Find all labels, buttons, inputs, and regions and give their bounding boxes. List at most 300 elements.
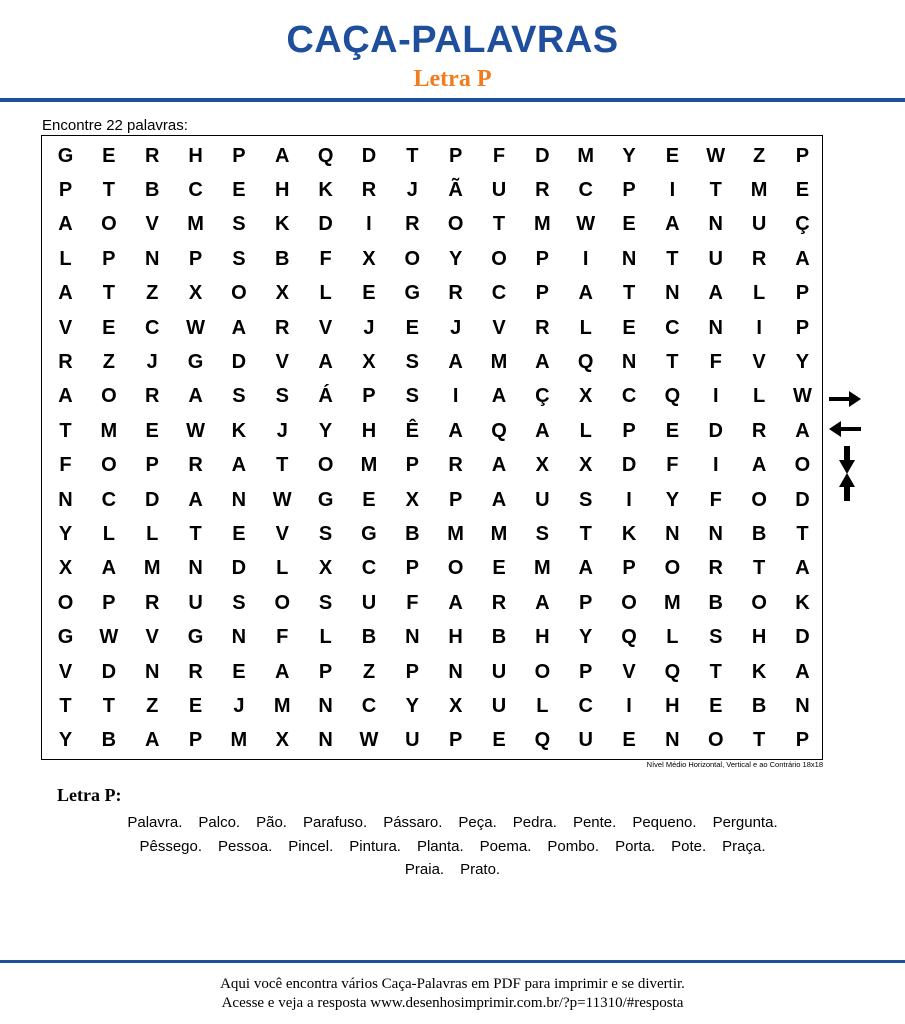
- grid-letter[interactable]: Ã: [448, 178, 463, 201]
- grid-letter[interactable]: Q: [317, 144, 334, 167]
- grid-letter[interactable]: C: [665, 316, 680, 339]
- grid-letter[interactable]: B: [101, 729, 117, 752]
- grid-letter[interactable]: Q: [577, 350, 594, 373]
- grid-letter[interactable]: K: [751, 660, 767, 683]
- grid-letter[interactable]: E: [492, 557, 506, 580]
- grid-letter[interactable]: W: [576, 213, 596, 236]
- grid-letter[interactable]: U: [188, 591, 203, 614]
- grid-letter[interactable]: B: [491, 626, 507, 649]
- grid-letter[interactable]: D: [101, 660, 117, 683]
- grid-letter[interactable]: E: [492, 729, 506, 752]
- grid-letter[interactable]: W: [272, 488, 292, 511]
- grid-letter[interactable]: F: [709, 350, 722, 373]
- grid-letter[interactable]: P: [405, 454, 419, 477]
- grid-letter[interactable]: X: [275, 729, 289, 752]
- grid-letter[interactable]: E: [362, 488, 376, 511]
- grid-letter[interactable]: W: [359, 729, 379, 752]
- grid-letter[interactable]: N: [188, 557, 203, 580]
- grid-letter[interactable]: T: [709, 660, 722, 683]
- grid-letter[interactable]: J: [450, 316, 462, 339]
- grid-letter[interactable]: N: [708, 213, 723, 236]
- grid-letter[interactable]: M: [490, 350, 508, 373]
- grid-letter[interactable]: C: [621, 385, 637, 408]
- grid-letter[interactable]: F: [709, 488, 722, 511]
- grid-letter[interactable]: V: [145, 213, 159, 236]
- grid-letter[interactable]: H: [188, 144, 203, 167]
- grid-letter[interactable]: H: [665, 694, 680, 717]
- grid-letter[interactable]: K: [318, 178, 333, 201]
- grid-letter[interactable]: A: [751, 454, 767, 477]
- grid-letter[interactable]: O: [794, 454, 811, 477]
- grid-letter[interactable]: T: [622, 282, 636, 305]
- grid-letter[interactable]: D: [708, 419, 723, 442]
- grid-letter[interactable]: D: [361, 144, 377, 167]
- grid-letter[interactable]: L: [752, 385, 766, 408]
- grid-letter[interactable]: G: [361, 522, 377, 545]
- grid-letter[interactable]: N: [621, 350, 637, 373]
- grid-letter[interactable]: R: [188, 454, 203, 477]
- grid-letter[interactable]: F: [492, 144, 506, 167]
- grid-letter[interactable]: E: [622, 213, 636, 236]
- grid-letter[interactable]: L: [536, 694, 549, 717]
- grid-letter[interactable]: P: [622, 419, 636, 442]
- grid-letter[interactable]: E: [622, 316, 636, 339]
- grid-letter[interactable]: G: [57, 144, 74, 167]
- grid-letter[interactable]: G: [57, 626, 74, 649]
- grid-letter[interactable]: A: [795, 557, 810, 580]
- grid-letter[interactable]: P: [795, 144, 810, 167]
- grid-letter[interactable]: H: [448, 626, 463, 649]
- grid-letter[interactable]: B: [275, 247, 290, 270]
- grid-letter[interactable]: B: [708, 591, 723, 614]
- grid-letter[interactable]: Y: [318, 419, 333, 442]
- grid-letter[interactable]: X: [448, 694, 463, 717]
- grid-letter[interactable]: A: [795, 419, 810, 442]
- grid-letter[interactable]: A: [708, 282, 723, 305]
- grid-letter[interactable]: M: [100, 419, 118, 442]
- grid-letter[interactable]: E: [795, 178, 810, 201]
- grid-letter[interactable]: Q: [491, 419, 507, 442]
- grid-letter[interactable]: A: [101, 557, 117, 580]
- grid-letter[interactable]: F: [319, 247, 332, 270]
- grid-letter[interactable]: X: [188, 282, 203, 305]
- grid-letter[interactable]: V: [58, 316, 73, 339]
- grid-letter[interactable]: Z: [102, 350, 115, 373]
- grid-letter[interactable]: V: [145, 626, 159, 649]
- grid-letter[interactable]: A: [275, 660, 290, 683]
- grid-letter[interactable]: M: [750, 178, 768, 201]
- grid-letter[interactable]: E: [405, 316, 419, 339]
- grid-letter[interactable]: N: [665, 729, 680, 752]
- grid-letter[interactable]: J: [233, 694, 245, 717]
- grid-letter[interactable]: J: [406, 178, 418, 201]
- grid-letter[interactable]: R: [144, 591, 160, 614]
- grid-letter[interactable]: N: [795, 694, 810, 717]
- grid-letter[interactable]: M: [273, 694, 291, 717]
- grid-letter[interactable]: A: [58, 282, 73, 305]
- grid-letter[interactable]: M: [490, 522, 508, 545]
- grid-letter[interactable]: U: [491, 178, 507, 201]
- grid-letter[interactable]: X: [405, 488, 419, 511]
- grid-letter[interactable]: A: [535, 591, 550, 614]
- grid-letter[interactable]: C: [101, 488, 117, 511]
- grid-letter[interactable]: Ê: [405, 419, 419, 442]
- grid-letter[interactable]: S: [232, 591, 246, 614]
- grid-letter[interactable]: P: [188, 247, 203, 270]
- grid-letter[interactable]: X: [275, 282, 289, 305]
- grid-letter[interactable]: S: [318, 522, 333, 545]
- grid-letter[interactable]: R: [448, 454, 463, 477]
- grid-letter[interactable]: E: [102, 144, 116, 167]
- grid-letter[interactable]: Z: [362, 660, 376, 683]
- grid-letter[interactable]: C: [144, 316, 160, 339]
- grid-letter[interactable]: K: [275, 213, 290, 236]
- grid-letter[interactable]: M: [187, 213, 204, 236]
- grid-letter[interactable]: I: [712, 454, 719, 477]
- grid-letter[interactable]: W: [706, 144, 726, 167]
- grid-letter[interactable]: A: [231, 316, 247, 339]
- grid-letter[interactable]: A: [795, 660, 810, 683]
- grid-letter[interactable]: N: [318, 729, 333, 752]
- grid-letter[interactable]: P: [102, 247, 116, 270]
- grid-letter[interactable]: R: [708, 557, 723, 580]
- grid-letter[interactable]: A: [58, 385, 73, 408]
- grid-letter[interactable]: S: [232, 213, 246, 236]
- grid-letter[interactable]: H: [751, 626, 767, 649]
- grid-letter[interactable]: N: [665, 282, 680, 305]
- grid-letter[interactable]: T: [189, 522, 202, 545]
- grid-letter[interactable]: V: [752, 350, 766, 373]
- grid-letter[interactable]: E: [102, 316, 116, 339]
- grid-letter[interactable]: Y: [665, 488, 680, 511]
- grid-letter[interactable]: S: [405, 385, 419, 408]
- grid-letter[interactable]: T: [406, 144, 419, 167]
- grid-letter[interactable]: I: [626, 694, 632, 717]
- grid-letter[interactable]: U: [361, 591, 377, 614]
- grid-letter[interactable]: A: [448, 591, 463, 614]
- grid-letter[interactable]: V: [318, 316, 333, 339]
- grid-letter[interactable]: W: [792, 385, 812, 408]
- grid-letter[interactable]: L: [146, 522, 159, 545]
- grid-letter[interactable]: I: [712, 385, 719, 408]
- grid-letter[interactable]: O: [534, 660, 551, 683]
- grid-letter[interactable]: E: [145, 419, 159, 442]
- grid-letter[interactable]: S: [232, 247, 246, 270]
- grid-letter[interactable]: L: [579, 316, 592, 339]
- grid-letter[interactable]: U: [708, 247, 723, 270]
- grid-letter[interactable]: P: [795, 729, 810, 752]
- grid-letter[interactable]: W: [186, 316, 205, 339]
- grid-letter[interactable]: Z: [752, 144, 766, 167]
- grid-letter[interactable]: S: [232, 385, 246, 408]
- grid-letter[interactable]: P: [795, 282, 810, 305]
- grid-letter[interactable]: P: [535, 282, 550, 305]
- grid-letter[interactable]: T: [666, 350, 679, 373]
- grid-letter[interactable]: B: [751, 694, 767, 717]
- grid-letter[interactable]: A: [448, 350, 463, 373]
- grid-letter[interactable]: Y: [579, 626, 593, 649]
- grid-letter[interactable]: G: [187, 350, 204, 373]
- grid-letter[interactable]: R: [361, 178, 377, 201]
- grid-letter[interactable]: N: [621, 247, 637, 270]
- grid-letter[interactable]: M: [577, 144, 595, 167]
- grid-letter[interactable]: K: [231, 419, 247, 442]
- grid-letter[interactable]: L: [579, 419, 592, 442]
- grid-letter[interactable]: V: [492, 316, 506, 339]
- grid-letter[interactable]: P: [362, 385, 376, 408]
- grid-letter[interactable]: N: [665, 522, 680, 545]
- grid-letter[interactable]: T: [59, 694, 72, 717]
- grid-letter[interactable]: A: [491, 454, 507, 477]
- grid-letter[interactable]: C: [361, 694, 377, 717]
- grid-letter[interactable]: K: [621, 522, 637, 545]
- grid-letter[interactable]: O: [231, 282, 247, 305]
- grid-letter[interactable]: T: [709, 178, 722, 201]
- grid-letter[interactable]: Y: [405, 694, 419, 717]
- grid-letter[interactable]: A: [578, 282, 593, 305]
- grid-letter[interactable]: A: [318, 350, 333, 373]
- grid-letter[interactable]: S: [579, 488, 593, 511]
- grid-letter[interactable]: L: [319, 282, 332, 305]
- grid-letter[interactable]: E: [665, 144, 680, 167]
- grid-letter[interactable]: P: [622, 178, 636, 201]
- grid-letter[interactable]: T: [752, 729, 766, 752]
- grid-letter[interactable]: P: [58, 178, 73, 201]
- grid-letter[interactable]: O: [274, 591, 291, 614]
- grid-letter[interactable]: Y: [448, 247, 463, 270]
- grid-letter[interactable]: P: [102, 591, 116, 614]
- grid-letter[interactable]: X: [318, 557, 333, 580]
- grid-letter[interactable]: A: [144, 729, 160, 752]
- grid-letter[interactable]: N: [708, 522, 723, 545]
- grid-letter[interactable]: Q: [664, 660, 681, 683]
- grid-letter[interactable]: Ç: [795, 213, 810, 236]
- grid-letter[interactable]: L: [59, 247, 72, 270]
- grid-letter[interactable]: L: [276, 557, 289, 580]
- grid-letter[interactable]: B: [751, 522, 767, 545]
- grid-letter[interactable]: X: [362, 247, 376, 270]
- grid-letter[interactable]: P: [318, 660, 333, 683]
- grid-letter[interactable]: H: [361, 419, 377, 442]
- grid-letter[interactable]: Y: [58, 729, 73, 752]
- grid-letter[interactable]: C: [361, 557, 377, 580]
- grid-letter[interactable]: D: [318, 213, 333, 236]
- grid-letter[interactable]: I: [669, 178, 676, 201]
- grid-letter[interactable]: T: [102, 178, 115, 201]
- grid-letter[interactable]: M: [143, 557, 161, 580]
- grid-letter[interactable]: O: [664, 557, 681, 580]
- grid-letter[interactable]: H: [275, 178, 290, 201]
- grid-letter[interactable]: A: [491, 385, 507, 408]
- grid-letter[interactable]: Y: [622, 144, 636, 167]
- grid-letter[interactable]: D: [231, 350, 247, 373]
- grid-letter[interactable]: K: [795, 591, 810, 614]
- grid-letter[interactable]: O: [751, 591, 767, 614]
- grid-letter[interactable]: N: [231, 626, 247, 649]
- grid-letter[interactable]: C: [578, 178, 593, 201]
- grid-letter[interactable]: M: [230, 729, 248, 752]
- grid-letter[interactable]: O: [101, 454, 117, 477]
- grid-letter[interactable]: P: [188, 729, 203, 752]
- grid-letter[interactable]: R: [144, 385, 160, 408]
- grid-letter[interactable]: U: [751, 213, 767, 236]
- grid-letter[interactable]: B: [144, 178, 160, 201]
- grid-letter[interactable]: J: [363, 316, 375, 339]
- grid-letter[interactable]: A: [275, 144, 290, 167]
- grid-letter[interactable]: R: [188, 660, 203, 683]
- grid-letter[interactable]: J: [146, 350, 158, 373]
- grid-letter[interactable]: T: [102, 282, 115, 305]
- grid-letter[interactable]: C: [578, 694, 593, 717]
- grid-letter[interactable]: D: [621, 454, 637, 477]
- grid-letter[interactable]: A: [795, 247, 810, 270]
- grid-letter[interactable]: P: [579, 660, 593, 683]
- grid-letter[interactable]: R: [751, 419, 767, 442]
- grid-letter[interactable]: M: [664, 591, 681, 614]
- grid-letter[interactable]: V: [275, 522, 289, 545]
- grid-letter[interactable]: G: [187, 626, 204, 649]
- grid-letter[interactable]: B: [361, 626, 377, 649]
- grid-letter[interactable]: N: [231, 488, 247, 511]
- grid-letter[interactable]: L: [102, 522, 115, 545]
- grid-letter[interactable]: E: [232, 178, 246, 201]
- grid-letter[interactable]: A: [535, 350, 550, 373]
- grid-letter[interactable]: V: [622, 660, 636, 683]
- grid-letter[interactable]: O: [751, 488, 767, 511]
- grid-letter[interactable]: P: [795, 316, 810, 339]
- grid-letter[interactable]: R: [491, 591, 507, 614]
- grid-letter[interactable]: P: [145, 454, 159, 477]
- grid-letter[interactable]: U: [491, 694, 507, 717]
- grid-letter[interactable]: P: [448, 488, 463, 511]
- grid-letter[interactable]: R: [405, 213, 420, 236]
- grid-letter[interactable]: R: [144, 144, 160, 167]
- grid-letter[interactable]: U: [405, 729, 420, 752]
- grid-letter[interactable]: I: [582, 247, 589, 270]
- grid-letter[interactable]: O: [317, 454, 334, 477]
- grid-letter[interactable]: N: [448, 660, 463, 683]
- grid-letter[interactable]: O: [447, 213, 464, 236]
- grid-letter[interactable]: O: [491, 247, 507, 270]
- grid-letter[interactable]: X: [362, 350, 376, 373]
- grid-letter[interactable]: F: [666, 454, 679, 477]
- grid-letter[interactable]: O: [404, 247, 421, 270]
- grid-letter[interactable]: N: [144, 247, 160, 270]
- grid-letter[interactable]: D: [144, 488, 160, 511]
- grid-letter[interactable]: R: [275, 316, 290, 339]
- grid-letter[interactable]: Z: [146, 282, 159, 305]
- grid-letter[interactable]: U: [535, 488, 550, 511]
- grid-letter[interactable]: A: [578, 557, 593, 580]
- grid-letter[interactable]: S: [318, 591, 333, 614]
- grid-letter[interactable]: O: [621, 591, 637, 614]
- grid-letter[interactable]: C: [188, 178, 203, 201]
- grid-letter[interactable]: I: [452, 385, 459, 408]
- grid-letter[interactable]: T: [666, 247, 679, 270]
- grid-letter[interactable]: U: [491, 660, 507, 683]
- grid-letter[interactable]: R: [535, 178, 550, 201]
- grid-letter[interactable]: F: [276, 626, 289, 649]
- grid-letter[interactable]: E: [232, 522, 246, 545]
- grid-letter[interactable]: A: [231, 454, 247, 477]
- grid-letter[interactable]: E: [709, 694, 723, 717]
- grid-letter[interactable]: L: [319, 626, 332, 649]
- grid-letter[interactable]: R: [448, 282, 463, 305]
- grid-letter[interactable]: J: [276, 419, 288, 442]
- grid-letter[interactable]: O: [447, 557, 464, 580]
- grid-letter[interactable]: R: [535, 316, 550, 339]
- grid-letter[interactable]: H: [535, 626, 550, 649]
- grid-letter[interactable]: O: [57, 591, 74, 614]
- grid-letter[interactable]: P: [405, 660, 419, 683]
- grid-letter[interactable]: V: [58, 660, 73, 683]
- grid-letter[interactable]: A: [665, 213, 680, 236]
- grid-letter[interactable]: A: [58, 213, 73, 236]
- grid-letter[interactable]: A: [188, 488, 203, 511]
- grid-letter[interactable]: E: [665, 419, 680, 442]
- grid-letter[interactable]: B: [405, 522, 420, 545]
- grid-letter[interactable]: P: [232, 144, 246, 167]
- grid-letter[interactable]: G: [317, 488, 334, 511]
- grid-letter[interactable]: X: [58, 557, 73, 580]
- grid-letter[interactable]: S: [275, 385, 289, 408]
- grid-letter[interactable]: Y: [795, 350, 810, 373]
- grid-letter[interactable]: P: [622, 557, 636, 580]
- grid-letter[interactable]: O: [707, 729, 724, 752]
- grid-letter[interactable]: X: [579, 454, 593, 477]
- grid-letter[interactable]: Q: [534, 729, 551, 752]
- grid-letter[interactable]: W: [99, 626, 119, 649]
- grid-letter[interactable]: T: [102, 694, 115, 717]
- grid-letter[interactable]: Á: [318, 385, 333, 408]
- grid-letter[interactable]: N: [144, 660, 160, 683]
- grid-letter[interactable]: I: [366, 213, 372, 236]
- grid-letter[interactable]: G: [404, 282, 421, 305]
- grid-letter[interactable]: R: [58, 350, 73, 373]
- grid-letter[interactable]: I: [626, 488, 632, 511]
- grid-letter[interactable]: P: [535, 247, 550, 270]
- grid-letter[interactable]: A: [448, 419, 463, 442]
- grid-letter[interactable]: N: [708, 316, 723, 339]
- grid-letter[interactable]: F: [59, 454, 72, 477]
- grid-letter[interactable]: A: [491, 488, 507, 511]
- grid-letter[interactable]: M: [534, 213, 551, 236]
- grid-letter[interactable]: Q: [621, 626, 637, 649]
- grid-letter[interactable]: L: [752, 282, 766, 305]
- grid-letter[interactable]: O: [101, 385, 117, 408]
- grid-letter[interactable]: C: [491, 282, 507, 305]
- grid-letter[interactable]: F: [406, 591, 419, 614]
- grid-letter[interactable]: E: [232, 660, 246, 683]
- grid-letter[interactable]: T: [796, 522, 809, 545]
- grid-letter[interactable]: Y: [58, 522, 73, 545]
- grid-letter[interactable]: L: [666, 626, 679, 649]
- grid-letter[interactable]: D: [795, 488, 810, 511]
- grid-letter[interactable]: R: [751, 247, 767, 270]
- grid-letter[interactable]: M: [534, 557, 551, 580]
- grid-letter[interactable]: M: [447, 522, 464, 545]
- grid-letter[interactable]: P: [579, 591, 593, 614]
- grid-letter[interactable]: U: [578, 729, 593, 752]
- grid-letter[interactable]: M: [360, 454, 378, 477]
- grid-letter[interactable]: P: [448, 729, 463, 752]
- grid-letter[interactable]: T: [579, 522, 592, 545]
- grid-letter[interactable]: S: [405, 350, 419, 373]
- grid-letter[interactable]: V: [275, 350, 289, 373]
- grid-letter[interactable]: O: [101, 213, 117, 236]
- grid-letter[interactable]: Q: [664, 385, 681, 408]
- grid-letter[interactable]: X: [535, 454, 550, 477]
